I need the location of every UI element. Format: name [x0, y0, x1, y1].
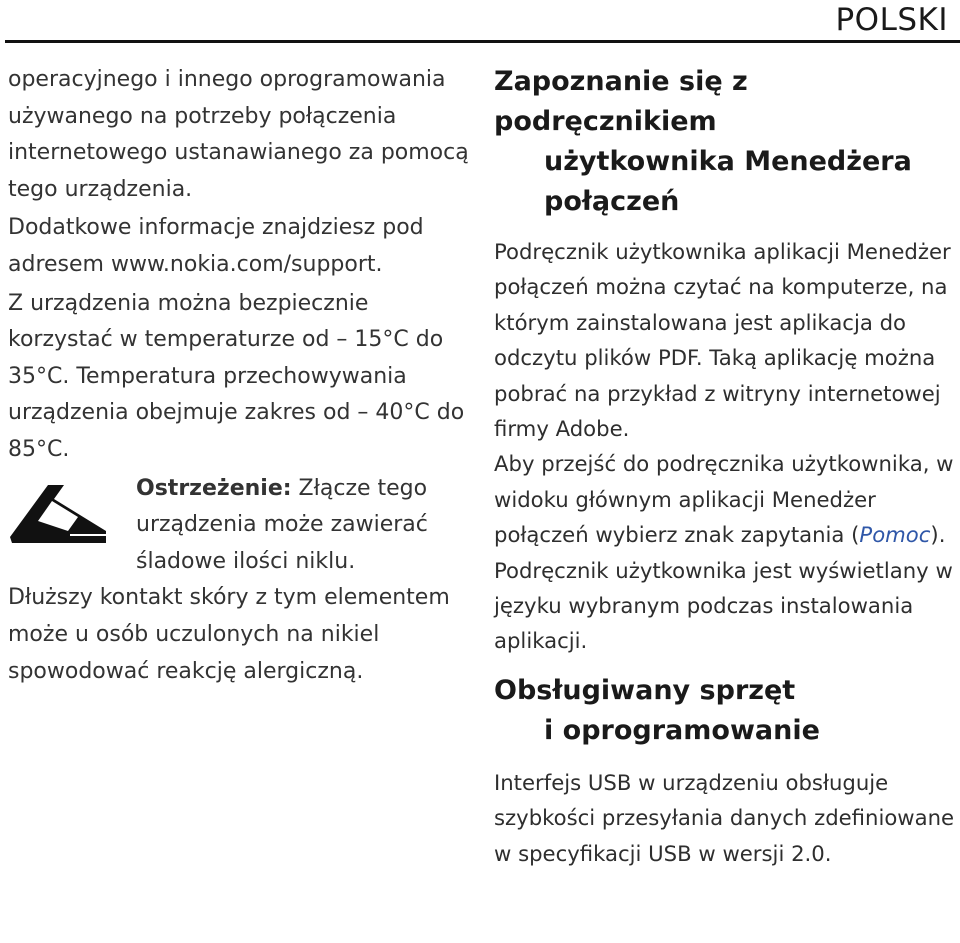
para2-before: Aby przejść do podręcznika użytkownika, w widoku głównym aplikacji Menedżer połączeń wybierz znak zapytania ( — [494, 451, 954, 548]
heading-line-2: użytkownika Menedżera — [544, 146, 912, 177]
left-paragraph-1: operacyjnego i innego oprogramowania używanego na potrzeby połączenia internetowego ustanawianego za pomocą tego urządzenia. — [8, 67, 469, 202]
right-column — [494, 62, 956, 871]
header-divider — [5, 40, 960, 43]
warning-label: Ostrzeżenie: — [136, 475, 292, 501]
section-heading-user-guide — [494, 62, 956, 222]
hand-warning-icon — [8, 479, 112, 545]
left-column — [8, 62, 470, 690]
heading-line-1: Zapoznanie się z podręcznikiem — [494, 66, 748, 137]
help-link[interactable]: Pomoc — [859, 522, 931, 548]
supported-paragraph-1: Interfejs USB w urządzeniu obsługuje szybkości przesyłania danych zdefiniowane w specyfikacji USB w wersji 2.0. — [494, 769, 955, 866]
left-paragraph-3: Z urządzenia można bezpiecznie korzystać w temperaturze od – 15°C do 35°C. Temperatura przechowywania urządzenia obejmuje zakres od – 40°C do 85°C. — [8, 290, 465, 462]
page-language-label: POLSKI — [835, 2, 948, 38]
heading-line-3: połączeń — [544, 186, 680, 217]
warning-block — [8, 471, 470, 581]
user-guide-paragraph-2 — [494, 446, 956, 658]
user-guide-paragraph-1: Podręcznik użytkownika aplikacji Menedżer połączeń można czytać na komputerze, na którym zainstalowana jest aplikacja do odczytu plików PDF. Taką aplikację można pobrać na przykład z witryny internetowej firmy Adobe. — [494, 239, 951, 442]
left-paragraph-2: Dodatkowe informacje znajdziesz pod adresem www.nokia.com/support. — [8, 215, 424, 277]
heading2-line-2: i oprogramowanie — [544, 714, 820, 746]
para2-after: ). Podręcznik użytkownika jest wyświetlany w języku wybranym podczas instalowania aplikacji. — [494, 522, 953, 654]
section-heading-supported — [494, 671, 956, 751]
heading2-line-1: Obsługiwany sprzęt — [494, 674, 796, 706]
warning-continuation: Dłuższy kontakt skóry z tym elementem może u osób uczulonych na nikiel spowodować reakcję alergiczną. — [8, 585, 450, 684]
warning-text: Złącze tego urządzenia może zawierać śladowe ilości niklu. — [136, 475, 428, 574]
